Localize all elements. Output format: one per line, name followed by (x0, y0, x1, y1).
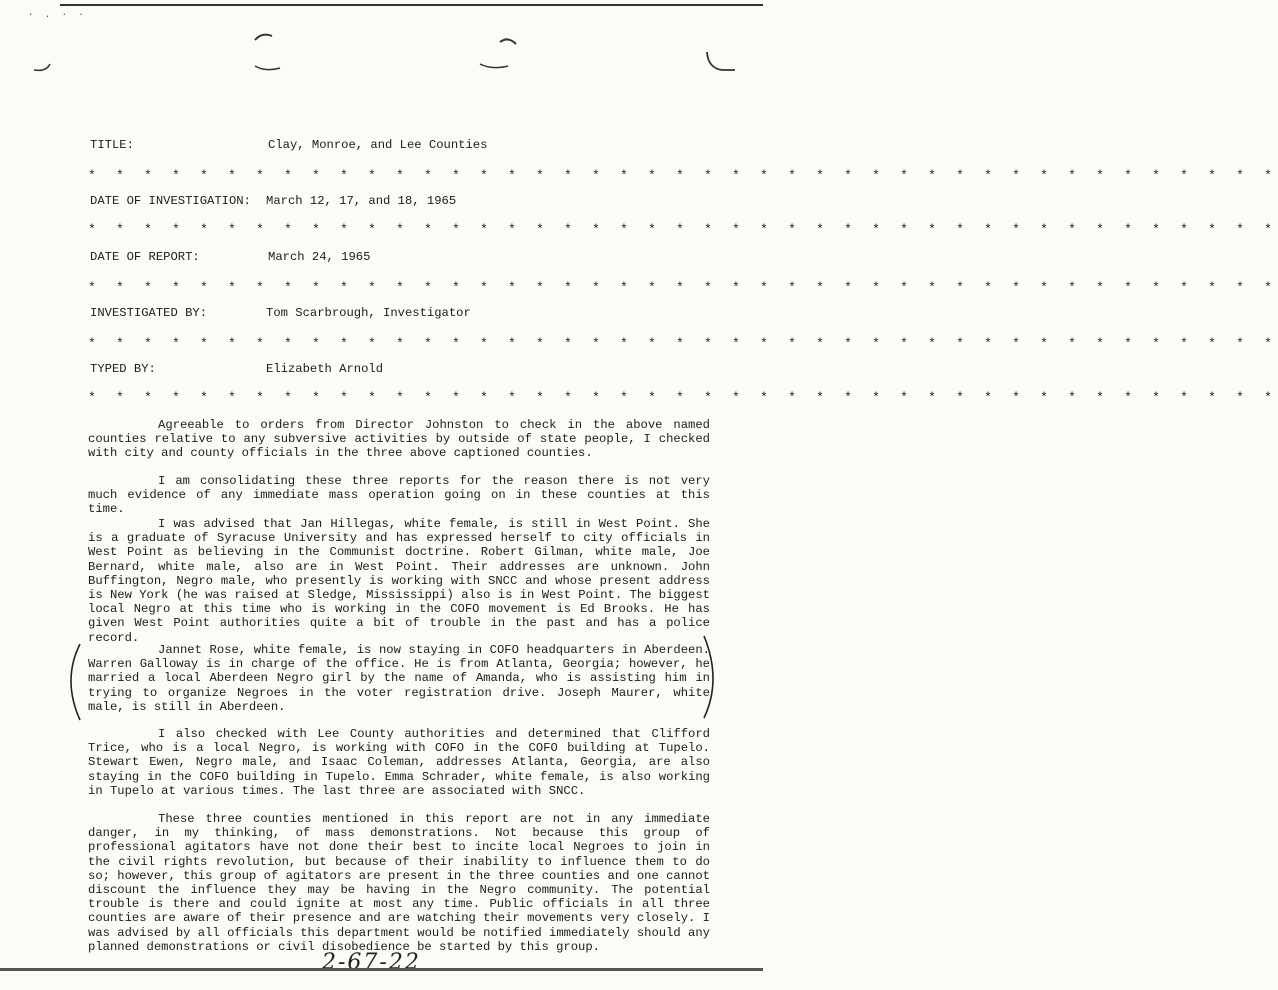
separator-5: * * * * * * * * * * * * * * * * * * * * * * * * * * * * * * * * * * * * * * * * * * * (88, 390, 1278, 405)
punch-marks (0, 0, 763, 110)
investigated-by-label: INVESTIGATED BY: (90, 306, 208, 320)
paragraph-6: These three counties mentioned in this report are not in any immediate danger, in my thinking, of mass demonstrations. Not because this group of professional agitators have not done their best to incite local Negroes to join in the civil rights revolution, but because of their inability to influence them to do so; however, this group of agitators are present in the three counties and one cannot discount the influence they may be having in the Negro community. The potential trouble is there and could ignite at most any time. Public officials in all three counties are aware of their presence and are watching their movements very closely. I was advised by all officials this department would be notified immediately should any planned demonstrations or civil disobedience be started by this group. (88, 812, 710, 954)
date-investigation-label: DATE OF INVESTIGATION: (90, 194, 251, 208)
paragraph-4: Jannet Rose, white female, is now staying in COFO headquarters in Aberdeen. Warren Galloway is in charge of the office. He is from Atlanta, Georgia; however, he married a local Aberdeen Negro girl by the name of Amanda, who is assisting him in trying to organize Negroes in the voter registration drive. Joseph Maurer, white male, is still in Aberdeen. (88, 643, 710, 714)
date-report-value: March 24, 1965 (268, 250, 371, 264)
separator-3: * * * * * * * * * * * * * * * * * * * * * * * * * * * * * * * * * * * * * * * * * * * (88, 280, 1278, 295)
paragraph-2: I am consolidating these three reports for the reason there is not very much evidence of any immediate mass operation going on in these counties at this time. (88, 474, 710, 517)
date-report-label: DATE OF REPORT: (90, 250, 200, 264)
handwritten-brackets (0, 630, 763, 730)
title-label: TITLE: (90, 138, 134, 152)
typed-by-row (90, 362, 156, 376)
handwritten-file-number: 2-67-22 (322, 950, 421, 975)
date-investigation-value: March 12, 17, and 18, 1965 (266, 194, 457, 208)
bottom-border-line (0, 968, 763, 971)
typed-by-value: Elizabeth Arnold (266, 362, 384, 376)
separator-2: * * * * * * * * * * * * * * * * * * * * * * * * * * * * * * * * * * * * * * * * * * * (88, 222, 1278, 237)
title-value: Clay, Monroe, and Lee Counties (268, 138, 488, 152)
separator-1: * * * * * * * * * * * * * * * * * * * * * * * * * * * * * * * * * * * * * * * * * * * (88, 168, 1278, 183)
typed-by-label: TYPED BY: (90, 362, 156, 376)
paragraph-5: I also checked with Lee County authorities and determined that Clifford Trice, who is a local Negro, is working with COFO in the COFO building at Tupelo. Stewart Ewen, Negro male, and Isaac Coleman, addresses Atlanta, Georgia, are also staying in the COFO building in Tupelo. Emma Schrader, white female, is also working in Tupelo at various times. The last three are associated with SNCC. (88, 727, 710, 798)
paragraph-1: Agreeable to orders from Director Johnston to check in the above named counties relative to any subversive activities by outside of state people, I checked with city and county officials in the three above captioned counties. (88, 418, 710, 461)
investigated-by-value: Tom Scarbrough, Investigator (266, 306, 471, 320)
separator-4: * * * * * * * * * * * * * * * * * * * * * * * * * * * * * * * * * * * * * * * * * * * (88, 336, 1278, 351)
corner-specks: · . · · (28, 10, 87, 20)
date-investigation-row (90, 194, 251, 208)
investigated-by-row (90, 306, 207, 320)
date-report-row (90, 250, 200, 264)
paragraph-3: I was advised that Jan Hillegas, white female, is still in West Point. She is a graduate of Syracuse University and has expressed herself to city officials in West Point as believing in the Communist doctrine. Robert Gilman, white male, Joe Bernard, white male, also are in West Point. Their addresses are unknown. John Buffington, Negro male, who presently is working with SNCC and whose present address is New York (he was raised at Sledge, Mississippi) also is in West Point. The biggest local Negro at this time who is working in the COFO movement is Ed Brooks. He has given West Point authorities quite a bit of trouble in the past and has a police record. (88, 517, 710, 645)
title-row (90, 138, 134, 152)
